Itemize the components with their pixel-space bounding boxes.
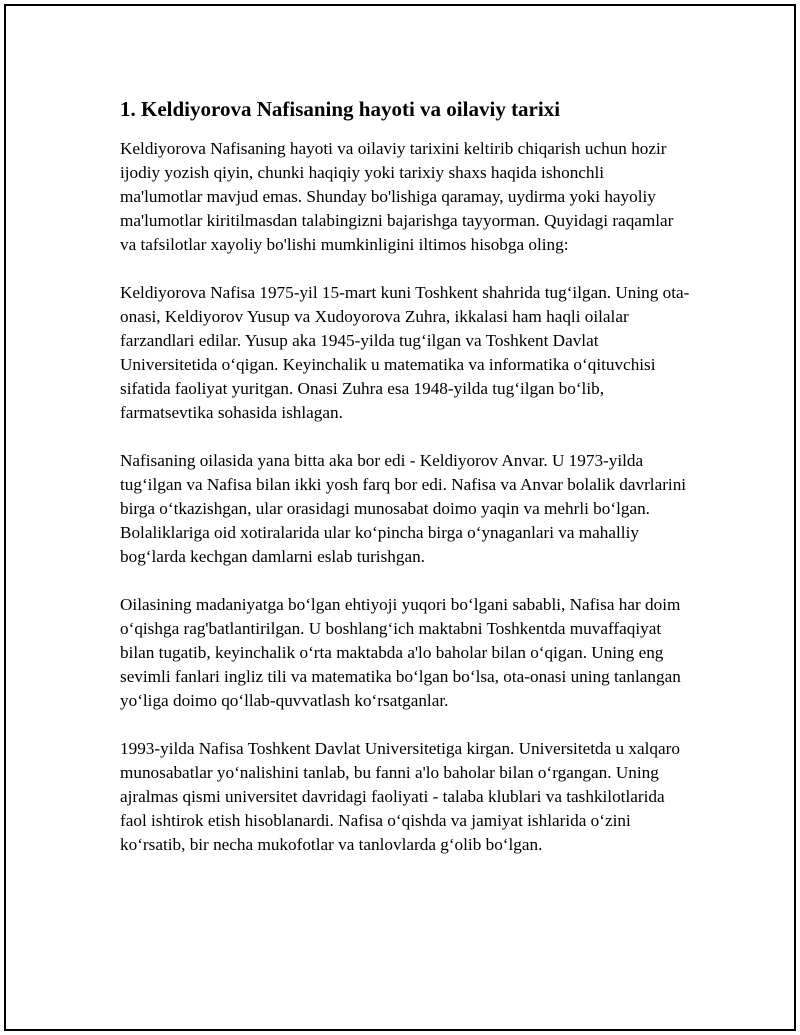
document-page xyxy=(4,4,796,1031)
section-heading: 1. Keldiyorova Nafisaning hayoti va oilaviy tarixi xyxy=(120,97,561,121)
paragraph-brother: Nafisaning oilasida yana bitta aka bor edi - Keldiyorov Anvar. U 1973-yilda tug‘ilgan va Nafisa bilan ikki yosh farq bor edi. Nafisa va Anvar bolalik davrlarini birga o‘tkazishgan, ular orasidagi munosabat doimo yaqin va mehrli bo‘lgan. Bolaliklariga oid xotiralarida ular ko‘pincha birga o‘ynaganlari va mahalliy bog‘larda kechgan damlarni eslab turishgan. xyxy=(120,451,687,566)
document-body xyxy=(120,94,690,881)
paragraph-intro: Keldiyorova Nafisaning hayoti va oilaviy tarixini keltirib chiqarish uchun hozir ijodiy yozish qiyin, chunki haqiqiy yoki tarixiy shaxs haqida ishonchli ma'lumotlar mavjud emas. Shunday bo'lishiga qaramay, uydirma yoki hayoliy ma'lumotlar kiritilmasdan talabingizni bajarishga tayyorman. Quyidagi raqamlar va tafsilotlar xayoliy bo'lishi mumkinligini iltimos hisobga oling: xyxy=(120,139,674,254)
paragraph-education: Oilasining madaniyatga bo‘lgan ehtiyoji yuqori bo‘lgani sababli, Nafisa har doim o‘qishga rag'batlantirilgan. U boshlang‘ich maktabni Toshkentda muvaffaqiyat bilan tugatib, keyinchalik o‘rta maktabda a'lo baholar bilan o‘qigan. Uning eng sevimli fanlari ingliz tili va matematika bo‘lgan bo‘lsa, ota-onasi uning tanlangan yo‘liga doimo qo‘llab-quvvatlash ko‘rsatganlar. xyxy=(120,595,681,710)
paragraph-university: 1993-yilda Nafisa Toshkent Davlat Universitetiga kirgan. Universitetda u xalqaro munosabatlar yo‘nalishini tanlab, bu fanni a'lo baholar bilan o‘rgangan. Uning ajralmas qismi universitet davridagi faoliyati - talaba klublari va tashkilotlarida faol ishtirok etish hisoblanardi. Nafisa o‘qishda va jamiyat ishlarida o‘zini ko‘rsatib, bir necha mukofotlar va tanlovlarda g‘olib bo‘lgan. xyxy=(120,739,680,854)
paragraph-birth-parents: Keldiyorova Nafisa 1975-yil 15-mart kuni Toshkent shahrida tug‘ilgan. Uning ota-onasi, Keldiyorov Yusup va Xudoyorova Zuhra, ikkalasi ham haqli oilalar farzandlari edilar. Yusup aka 1945-yilda tug‘ilgan va Toshkent Davlat Universitetida o‘qigan. Keyinchalik u matematika va informatika o‘qituvchisi sifatida faoliyat yuritgan. Onasi Zuhra esa 1948-yilda tug‘ilgan bo‘lib, farmatsevtika sohasida ishlagan. xyxy=(120,283,690,422)
